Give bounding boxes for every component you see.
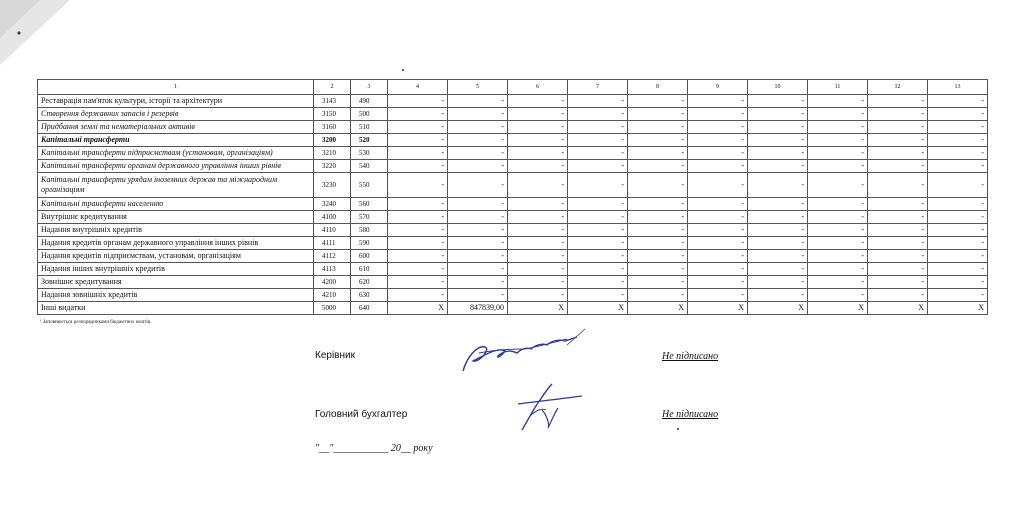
- table-row: [38, 160, 988, 173]
- date-line: "__"___________ 20__ року: [315, 443, 433, 454]
- value-cell: -: [808, 289, 868, 302]
- value-cell: -: [448, 160, 508, 173]
- column-number-row: [38, 80, 988, 95]
- table-row: [38, 211, 988, 224]
- line-code-cell: 490: [351, 95, 388, 108]
- value-cell: -: [748, 224, 808, 237]
- line-code-cell: 610: [351, 263, 388, 276]
- expenditure-code-cell: 3240: [314, 198, 351, 211]
- value-cell: -: [508, 237, 568, 250]
- scan-speck: [677, 428, 679, 430]
- value-cell: X: [748, 302, 808, 315]
- row-name-cell: Капітальні трансферти підприємствам (установам, організаціям): [38, 147, 314, 160]
- value-cell: X: [508, 302, 568, 315]
- value-cell: -: [808, 211, 868, 224]
- value-cell: -: [448, 289, 508, 302]
- value-cell: -: [388, 289, 448, 302]
- value-cell: -: [568, 211, 628, 224]
- value-cell: -: [808, 198, 868, 211]
- value-cell: -: [388, 237, 448, 250]
- column-number-header: 10: [748, 80, 808, 95]
- value-cell: -: [868, 173, 928, 198]
- value-cell: -: [928, 289, 988, 302]
- value-cell: X: [568, 302, 628, 315]
- head-signature-scribble: [455, 327, 590, 375]
- value-cell: -: [688, 263, 748, 276]
- value-cell: X: [928, 302, 988, 315]
- column-number-header: 2: [314, 80, 351, 95]
- value-cell: -: [568, 198, 628, 211]
- value-cell: -: [808, 237, 868, 250]
- value-cell: -: [628, 250, 688, 263]
- value-cell: -: [508, 134, 568, 147]
- value-cell: -: [628, 276, 688, 289]
- column-number-header: 6: [508, 80, 568, 95]
- value-cell: -: [508, 147, 568, 160]
- line-code-cell: 570: [351, 211, 388, 224]
- value-cell: -: [928, 211, 988, 224]
- value-cell: -: [628, 95, 688, 108]
- expenditure-code-cell: 4111: [314, 237, 351, 250]
- value-cell: -: [508, 95, 568, 108]
- row-name-cell: Надання внутрішніх кредитів: [38, 224, 314, 237]
- expenditure-table-container: [37, 79, 987, 315]
- value-cell: -: [628, 237, 688, 250]
- value-cell: -: [568, 250, 628, 263]
- chief-accountant-label: Головний бухгалтер: [315, 409, 408, 420]
- expenditure-code-cell: 3220: [314, 160, 351, 173]
- value-cell: -: [748, 276, 808, 289]
- value-cell: -: [868, 224, 928, 237]
- value-cell: -: [748, 108, 808, 121]
- value-cell: -: [748, 134, 808, 147]
- column-number-header: 5: [448, 80, 508, 95]
- value-cell: -: [448, 263, 508, 276]
- value-cell: -: [868, 276, 928, 289]
- value-cell: -: [388, 211, 448, 224]
- value-cell: -: [568, 289, 628, 302]
- value-cell: -: [928, 121, 988, 134]
- value-cell: -: [688, 147, 748, 160]
- value-cell: -: [928, 237, 988, 250]
- value-cell: -: [388, 95, 448, 108]
- line-code-cell: 640: [351, 302, 388, 315]
- value-cell: -: [388, 250, 448, 263]
- value-cell: -: [868, 160, 928, 173]
- value-cell: -: [688, 198, 748, 211]
- line-code-cell: 550: [351, 173, 388, 198]
- row-name-cell: Капітальні трансферти: [38, 134, 314, 147]
- value-cell: -: [868, 121, 928, 134]
- row-name-cell: Реставрація пам'яток культури, історії та архітектури: [38, 95, 314, 108]
- line-code-cell: 580: [351, 224, 388, 237]
- value-cell: -: [748, 263, 808, 276]
- value-cell: -: [868, 263, 928, 276]
- value-cell: -: [688, 211, 748, 224]
- table-row: [38, 108, 988, 121]
- table-row: [38, 121, 988, 134]
- line-code-cell: 510: [351, 121, 388, 134]
- value-cell: -: [628, 134, 688, 147]
- value-cell: -: [388, 224, 448, 237]
- column-number-header: 4: [388, 80, 448, 95]
- column-number-header: 8: [628, 80, 688, 95]
- value-cell: -: [808, 224, 868, 237]
- value-cell: -: [568, 147, 628, 160]
- value-cell: -: [628, 121, 688, 134]
- value-cell: -: [868, 211, 928, 224]
- table-row: [38, 134, 988, 147]
- value-cell: -: [808, 134, 868, 147]
- row-name-cell: Створення державних запасів і резервів: [38, 108, 314, 121]
- value-cell: -: [568, 95, 628, 108]
- value-cell: -: [388, 263, 448, 276]
- value-cell: -: [568, 173, 628, 198]
- value-cell: -: [628, 211, 688, 224]
- value-cell: -: [808, 160, 868, 173]
- line-code-cell: 600: [351, 250, 388, 263]
- value-cell: -: [568, 263, 628, 276]
- value-cell: -: [508, 121, 568, 134]
- table-row: [38, 147, 988, 160]
- value-cell: -: [508, 173, 568, 198]
- scan-speck: [402, 69, 404, 71]
- head-signature-status: Не підписано: [662, 351, 719, 362]
- value-cell: -: [808, 108, 868, 121]
- value-cell: X: [808, 302, 868, 315]
- value-cell: -: [748, 198, 808, 211]
- value-cell: -: [448, 121, 508, 134]
- value-cell: -: [448, 95, 508, 108]
- row-name-cell: Капітальні трансферти населенню: [38, 198, 314, 211]
- value-cell: -: [748, 147, 808, 160]
- expenditure-code-cell: 4110: [314, 224, 351, 237]
- value-cell: X: [628, 302, 688, 315]
- value-cell: -: [688, 134, 748, 147]
- value-cell: X: [868, 302, 928, 315]
- value-cell: -: [448, 147, 508, 160]
- row-name-cell: Надання кредитів підприємствам, установам, організаціям: [38, 250, 314, 263]
- column-number-header: 3: [351, 80, 388, 95]
- page-corner-shadow: [0, 0, 70, 70]
- value-cell: -: [388, 134, 448, 147]
- value-cell: -: [448, 276, 508, 289]
- value-cell: -: [928, 224, 988, 237]
- value-cell: -: [808, 173, 868, 198]
- value-cell: -: [568, 237, 628, 250]
- column-number-header: 11: [808, 80, 868, 95]
- value-cell: -: [508, 289, 568, 302]
- value-cell: -: [568, 134, 628, 147]
- chief-accountant-signature-status: Не підписано: [662, 409, 719, 420]
- value-cell: -: [508, 276, 568, 289]
- table-body: [38, 95, 988, 315]
- row-name-cell: Придбання землі та нематеріальних активів: [38, 121, 314, 134]
- value-cell: -: [388, 121, 448, 134]
- value-cell: -: [928, 263, 988, 276]
- row-name-cell: Капітальні трансферти урядам іноземних держав та міжнародним організаціям: [38, 173, 314, 198]
- value-cell: -: [508, 108, 568, 121]
- row-name-cell: Капітальні трансферти органам державного управління інших рівнів: [38, 160, 314, 173]
- value-cell: -: [928, 250, 988, 263]
- row-name-cell: Зовнішнє кредитування: [38, 276, 314, 289]
- line-code-cell: 500: [351, 108, 388, 121]
- chief-accountant-signature-scribble: [512, 380, 587, 432]
- column-number-header: 13: [928, 80, 988, 95]
- value-cell: -: [928, 147, 988, 160]
- value-cell: -: [868, 134, 928, 147]
- value-cell: -: [868, 108, 928, 121]
- value-cell: -: [628, 160, 688, 173]
- expenditure-code-cell: 5000: [314, 302, 351, 315]
- value-cell: -: [868, 95, 928, 108]
- row-name-cell: Внутрішнє кредитування: [38, 211, 314, 224]
- value-cell: -: [628, 147, 688, 160]
- value-cell: X: [688, 302, 748, 315]
- column-number-header: 12: [868, 80, 928, 95]
- value-cell: -: [688, 160, 748, 173]
- value-cell: -: [388, 160, 448, 173]
- value-cell: -: [808, 276, 868, 289]
- value-cell: -: [508, 250, 568, 263]
- column-number-header: 9: [688, 80, 748, 95]
- table-row: [38, 224, 988, 237]
- value-cell: -: [688, 224, 748, 237]
- value-cell: -: [868, 289, 928, 302]
- expenditure-code-cell: 4100: [314, 211, 351, 224]
- value-cell: -: [748, 160, 808, 173]
- value-cell: -: [748, 237, 808, 250]
- table-row: [38, 276, 988, 289]
- value-cell: -: [928, 95, 988, 108]
- value-cell: -: [928, 198, 988, 211]
- expenditure-code-cell: 4112: [314, 250, 351, 263]
- value-cell: -: [388, 198, 448, 211]
- value-cell: -: [808, 95, 868, 108]
- value-cell: -: [928, 108, 988, 121]
- value-cell: -: [688, 250, 748, 263]
- value-cell: -: [868, 250, 928, 263]
- value-cell: -: [508, 211, 568, 224]
- value-cell: -: [628, 263, 688, 276]
- value-cell: -: [748, 173, 808, 198]
- value-cell: -: [628, 173, 688, 198]
- value-cell: -: [448, 250, 508, 263]
- expenditure-table: [37, 79, 988, 315]
- value-cell: -: [448, 134, 508, 147]
- row-name-cell: Надання кредитів органам державного управління інших рівнів: [38, 237, 314, 250]
- value-cell: -: [688, 276, 748, 289]
- line-code-cell: 590: [351, 237, 388, 250]
- value-cell: 847839,00: [448, 302, 508, 315]
- expenditure-code-cell: 4200: [314, 276, 351, 289]
- table-row: [38, 289, 988, 302]
- expenditure-code-cell: 3143: [314, 95, 351, 108]
- value-cell: -: [868, 237, 928, 250]
- value-cell: -: [388, 147, 448, 160]
- value-cell: -: [748, 289, 808, 302]
- line-code-cell: 530: [351, 147, 388, 160]
- line-code-cell: 540: [351, 160, 388, 173]
- value-cell: -: [928, 276, 988, 289]
- value-cell: -: [808, 263, 868, 276]
- table-row: [38, 237, 988, 250]
- value-cell: -: [508, 198, 568, 211]
- value-cell: -: [628, 108, 688, 121]
- value-cell: -: [688, 121, 748, 134]
- value-cell: -: [808, 121, 868, 134]
- value-cell: -: [508, 263, 568, 276]
- value-cell: -: [748, 211, 808, 224]
- value-cell: -: [688, 108, 748, 121]
- value-cell: -: [628, 289, 688, 302]
- table-row: [38, 95, 988, 108]
- line-code-cell: 620: [351, 276, 388, 289]
- value-cell: -: [448, 198, 508, 211]
- line-code-cell: 630: [351, 289, 388, 302]
- value-cell: -: [448, 173, 508, 198]
- expenditure-code-cell: 3160: [314, 121, 351, 134]
- expenditure-code-cell: 3200: [314, 134, 351, 147]
- value-cell: -: [688, 173, 748, 198]
- value-cell: -: [508, 160, 568, 173]
- value-cell: -: [688, 289, 748, 302]
- line-code-cell: 520: [351, 134, 388, 147]
- value-cell: X: [388, 302, 448, 315]
- value-cell: -: [688, 237, 748, 250]
- value-cell: -: [868, 147, 928, 160]
- column-number-header: 7: [568, 80, 628, 95]
- value-cell: -: [508, 224, 568, 237]
- value-cell: -: [928, 134, 988, 147]
- row-name-cell: Надання зовнішніх кредитів: [38, 289, 314, 302]
- value-cell: -: [388, 276, 448, 289]
- row-name-cell: Надання інших внутрішніх кредитів: [38, 263, 314, 276]
- table-row: [38, 198, 988, 211]
- row-name-cell: Інші видатки: [38, 302, 314, 315]
- value-cell: -: [448, 211, 508, 224]
- footnote: ¹ Заповнюється розпорядниками бюджетних коштів.: [40, 320, 152, 325]
- expenditure-code-cell: 4210: [314, 289, 351, 302]
- table-row: [38, 250, 988, 263]
- value-cell: -: [748, 121, 808, 134]
- value-cell: -: [568, 121, 628, 134]
- value-cell: -: [448, 108, 508, 121]
- expenditure-code-cell: 4113: [314, 263, 351, 276]
- expenditure-code-cell: 3150: [314, 108, 351, 121]
- value-cell: -: [568, 276, 628, 289]
- value-cell: -: [928, 173, 988, 198]
- value-cell: -: [568, 108, 628, 121]
- expenditure-code-cell: 3230: [314, 173, 351, 198]
- value-cell: -: [748, 250, 808, 263]
- head-label: Керівник: [315, 350, 355, 361]
- value-cell: -: [448, 237, 508, 250]
- value-cell: -: [628, 198, 688, 211]
- value-cell: -: [748, 95, 808, 108]
- expenditure-code-cell: 3210: [314, 147, 351, 160]
- value-cell: -: [628, 224, 688, 237]
- column-number-header: 1: [38, 80, 314, 95]
- table-row: [38, 302, 988, 315]
- value-cell: -: [868, 198, 928, 211]
- value-cell: -: [808, 250, 868, 263]
- value-cell: -: [688, 95, 748, 108]
- table-row: [38, 173, 988, 198]
- value-cell: -: [808, 147, 868, 160]
- line-code-cell: 560: [351, 198, 388, 211]
- value-cell: -: [568, 160, 628, 173]
- value-cell: -: [448, 224, 508, 237]
- value-cell: -: [388, 108, 448, 121]
- value-cell: -: [568, 224, 628, 237]
- value-cell: -: [928, 160, 988, 173]
- table-row: [38, 263, 988, 276]
- value-cell: -: [388, 173, 448, 198]
